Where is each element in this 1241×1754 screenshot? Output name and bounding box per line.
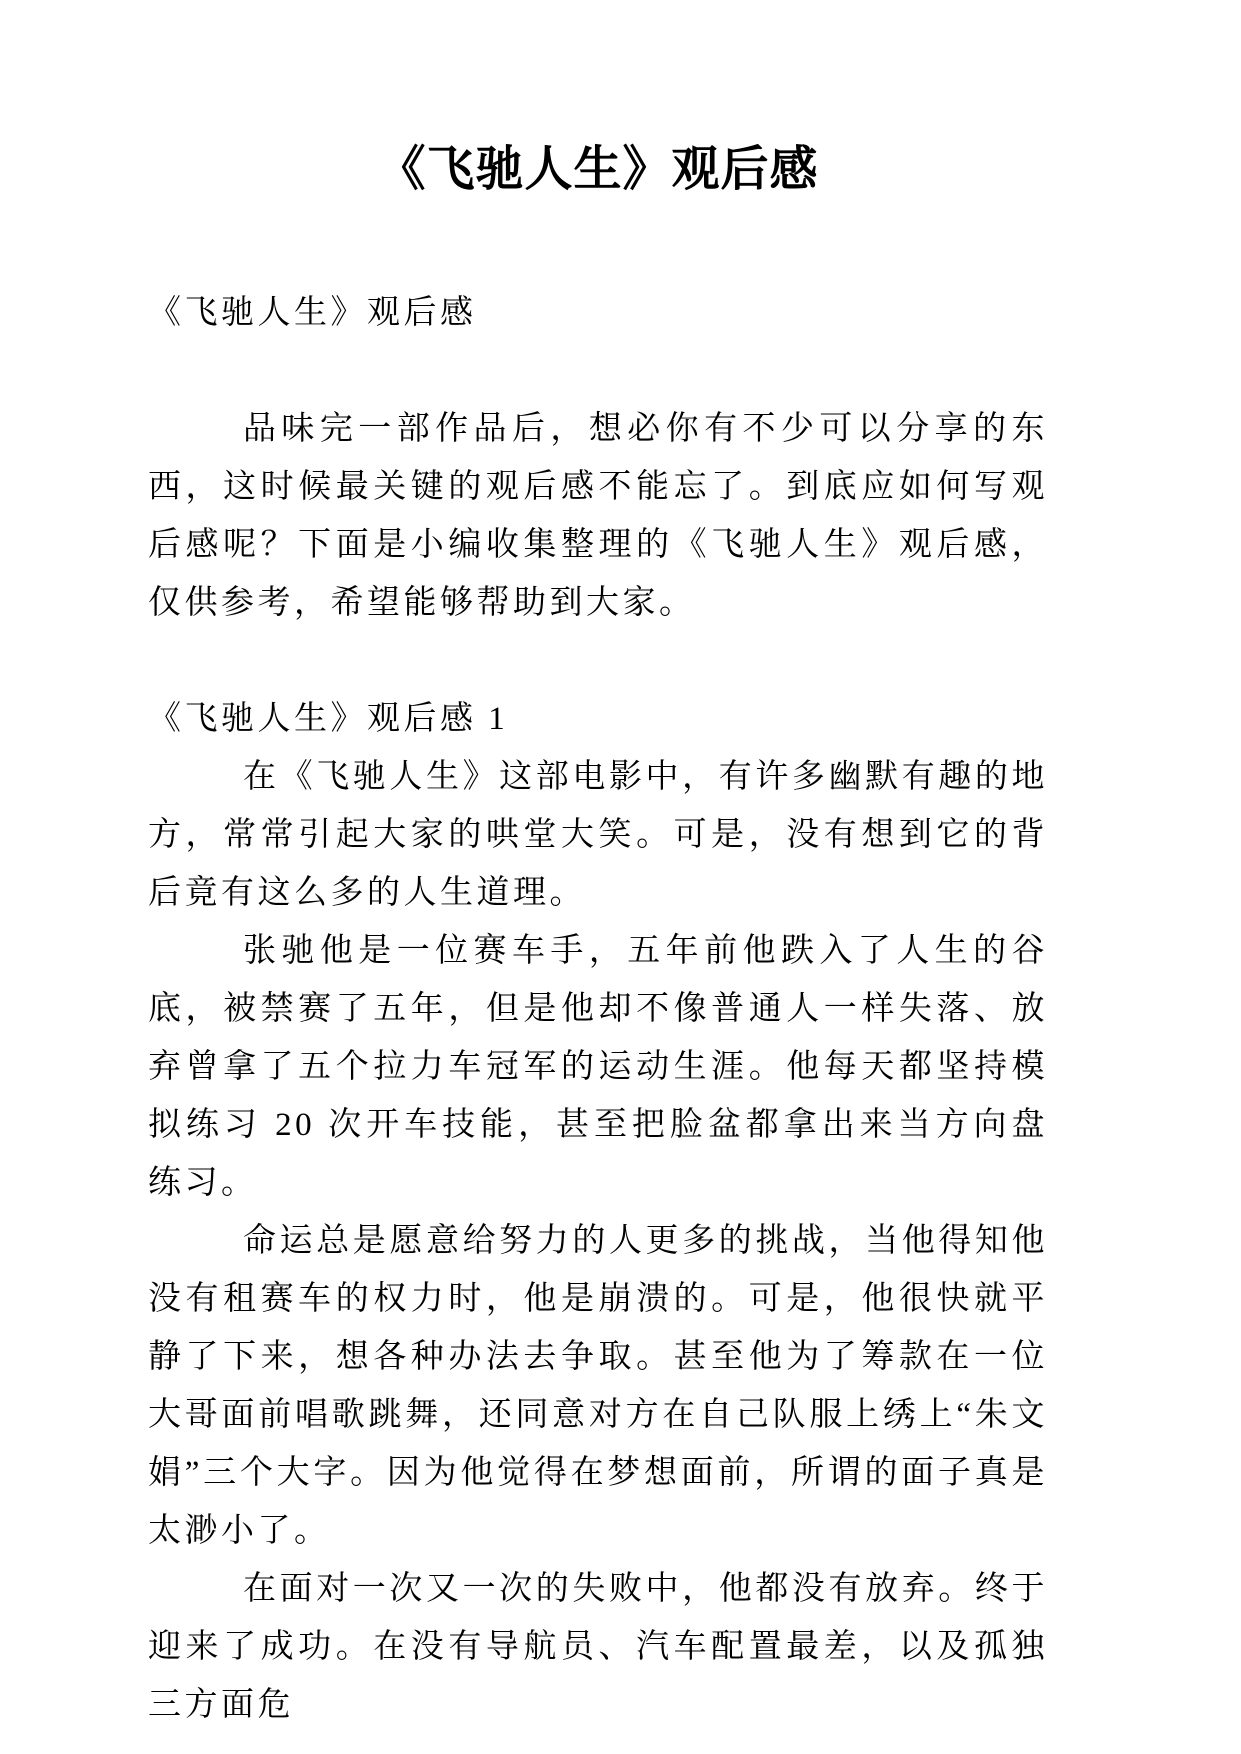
paragraph: 在《飞驰人生》这部电影中，有许多幽默有趣的地方，常常引起大家的哄堂大笑。可是，没有想到它的背后竟有这么多的人生道理。 [148,759,1048,911]
document-subtitle: 《飞驰人生》观后感 [148,295,477,331]
section-heading: 《飞驰人生》观后感 1 [148,701,509,737]
document-title: 《飞驰人生》观后感 [377,143,819,196]
paragraph: 命运总是愿意给努力的人更多的挑战，当他得知他没有租赛车的权力时，他是崩溃的。可是，他很快就平静了下来，想各种办法去争取。甚至他为了筹款在一位大哥面前唱歌跳舞，还同意对方在自己队服上绣上“朱文娟”三个大字。因为他觉得在梦想面前，所谓的面子真是太渺小了。 [148,1223,1048,1549]
intro-paragraph: 品味完一部作品后，想必你有不少可以分享的东西，这时候最关键的观后感不能忘了。到底应如何写观后感呢？下面是小编收集整理的《飞驰人生》观后感，仅供参考，希望能够帮助到大家。 [148,411,1048,621]
paragraph-truncated: 在面对一次又一次的失败中，他都没有放弃。终于迎来了成功。在没有导航员、汽车配置最差，以及孤独三方面危 [148,1571,1048,1723]
paragraph: 张驰他是一位赛车手，五年前他跌入了人生的谷底，被禁赛了五年，但是他却不像普通人一样失落、放弃曾拿了五个拉力车冠军的运动生涯。他每天都坚持模拟练习 20 次开车技能，甚至把脸盆都拿出来当方向盘练习。 [148,933,1048,1201]
